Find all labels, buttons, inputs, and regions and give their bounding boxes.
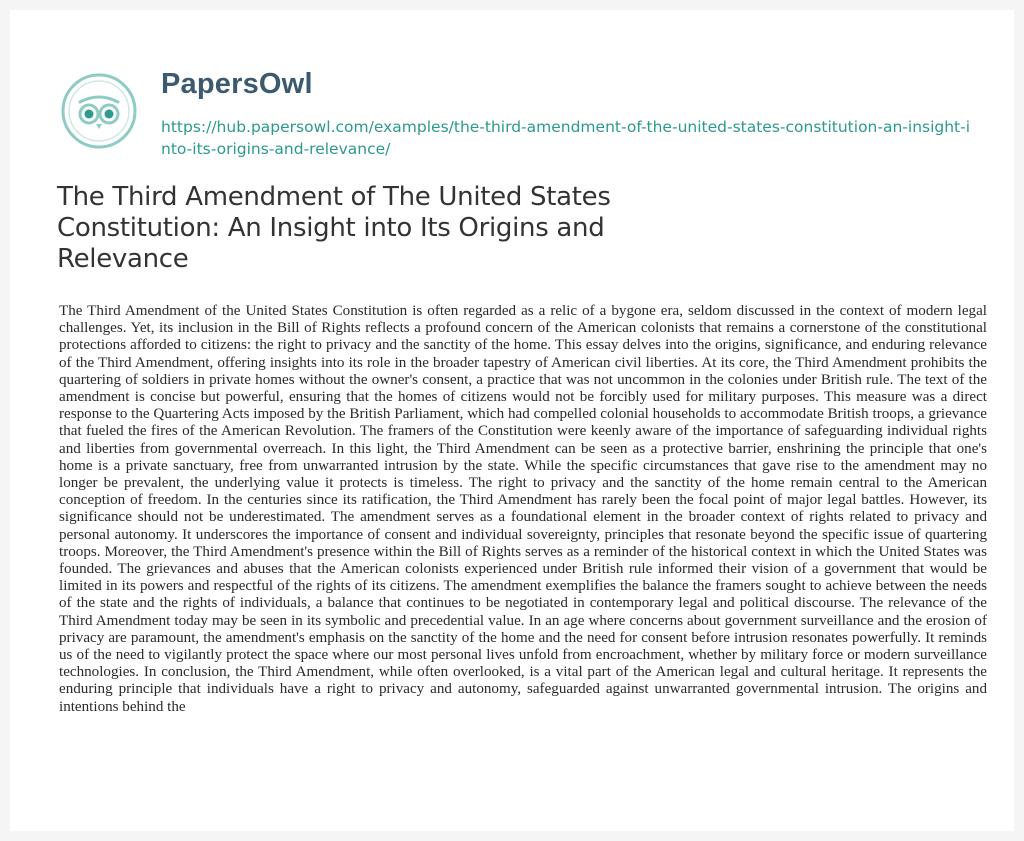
brand-name: PapersOwl (161, 68, 313, 100)
document-sheet (10, 10, 1014, 831)
document-body: The Third Amendment of the United States Constitution is often regarded as a relic of a bygone era, seldom discussed in the context of modern legal challenges. Yet, its inclusion in the Bill of Rights reflects a profound concern of the American colonists that remains a cornerstone of the constitutional protections afforded to citizens: the right to privacy and the sanctity of the home. This essay delves into the origins, significance, and enduring relevance of the Third Amendment, offering insights into its role in the broader tapestry of American civil liberties. At its core, the Third Amendment prohibits the quartering of soldiers in private homes without the owner's consent, a practice that was not uncommon in the colonies under British rule. The text of the amendment is concise but powerful, ensuring that the homes of citizens would not be forcibly used for military purposes. This measure was a direct response to the Quartering Acts imposed by the British Parliament, which had compelled colonial households to accommodate British troops, a grievance that fueled the fires of the American Revolution. The framers of the Constitution were keenly aware of the importance of safeguarding individual rights and liberties from governmental overreach. In this light, the Third Amendment can be seen as a protective barrier, enshrining the principle that one's home is a private sanctuary, free from unwarranted intrusion by the state. While the specific circumstances that gave rise to the amendment may no longer be prevalent, the underlying value it protects is timeless. The right to privacy and the sanctity of the home remain central to the American conception of freedom. In the centuries since its ratification, the Third Amendment has rarely been the focal point of major legal battles. However, its significance should not be underestimated. The amendment serves as a foundational element in the broader context of rights related to privacy and personal autonomy. It underscores the importance of consent and individual sovereignty, principles that resonate beyond the specific issue of quartering troops. Moreover, the Third Amendment's presence within the Bill of Rights serves as a reminder of the historical context in which the United States was founded. The grievances and abuses that the American colonists experienced under British rule informed their vision of a government that would be limited in its powers and respectful of the rights of its citizens. The amendment exemplifies the balance the framers sought to achieve between the needs of the state and the rights of individuals, a balance that continues to be negotiated in contemporary legal and political discourse. The relevance of the Third Amendment today may be seen in its symbolic and precedential value. In an age where concerns about government surveillance and the erosion of privacy are paramount, the amendment's emphasis on the sanctity of the home and the need for consent before intrusion resonates powerfully. It reminds us of the need to vigilantly protect the space where our most personal lives unfold from encroachment, whether by military force or modern surveillance technologies. In conclusion, the Third Amendment, while often overlooked, is a vital part of the American legal and cultural heritage. It represents the enduring principle that individuals have a right to privacy and autonomy, safeguarded against unwarranted governmental intrusion. The origins and intentions behind the (59, 303, 987, 715)
owl-logo-icon (60, 72, 138, 150)
source-url-link[interactable]: https://hub.papersowl.com/examples/the-third-amendment-of-the-united-states-constitution-an-insight-into-its-origins-and-relevance/ (161, 118, 971, 158)
document-title: The Third Amendment of The United States Constitution: An Insight into Its Origins and Relevance (57, 182, 611, 274)
